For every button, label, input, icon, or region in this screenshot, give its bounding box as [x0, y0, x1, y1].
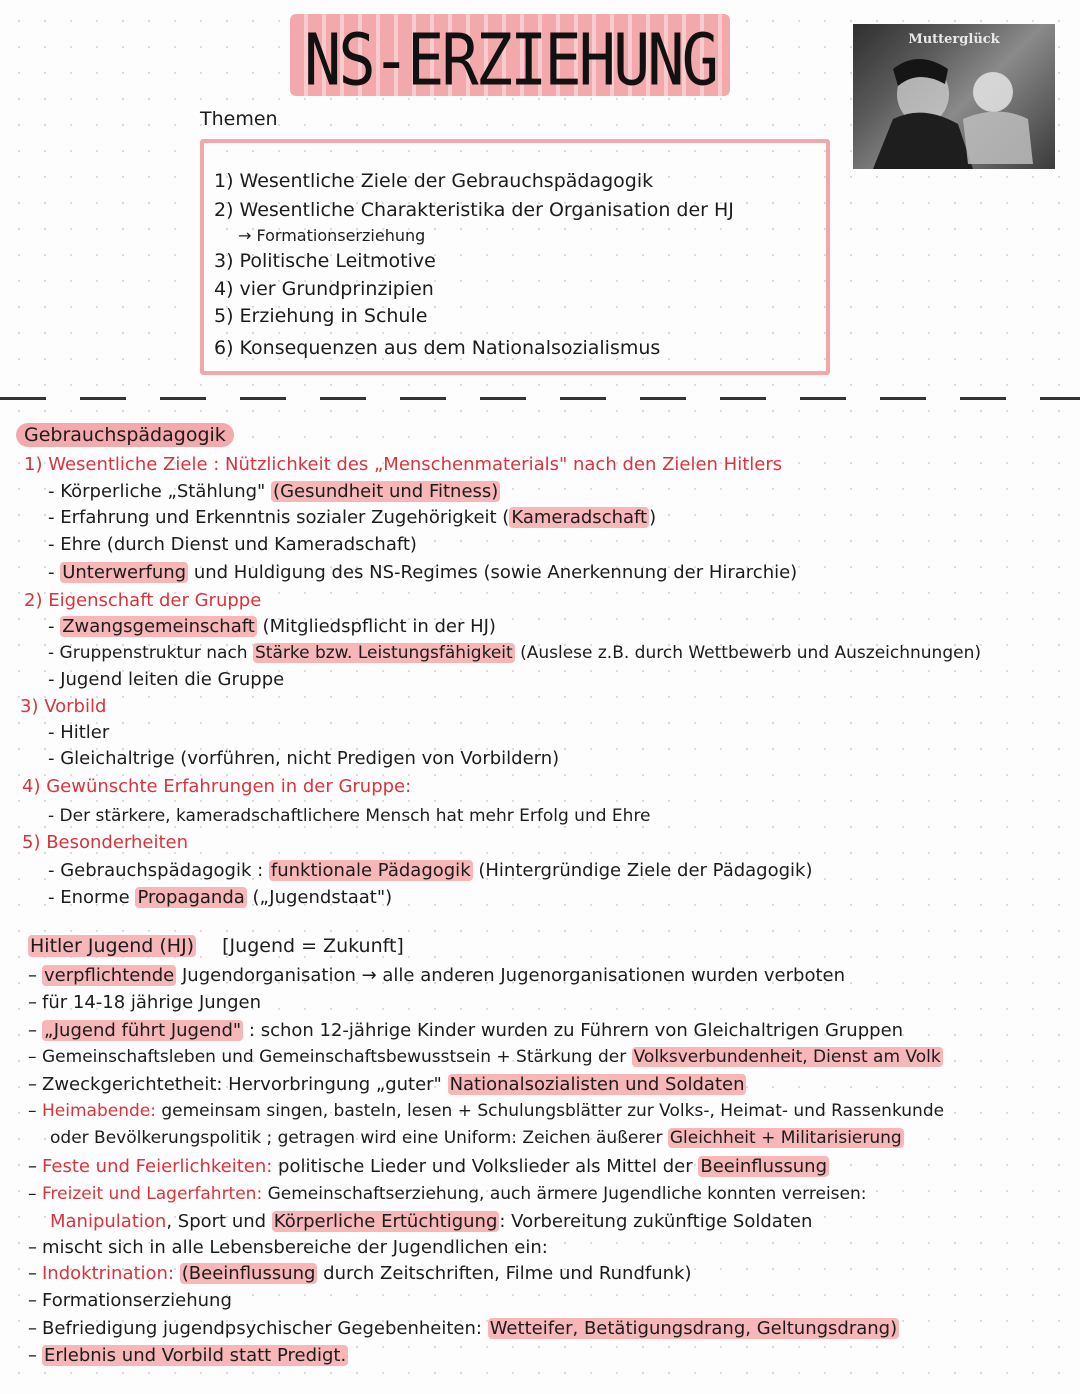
mother-child-illustration [853, 24, 1055, 169]
besonderheiten-heading: 5) Besonderheiten [22, 832, 189, 853]
topic-2-sub: → Formationserziehung [238, 226, 426, 245]
topic-2: 2) Wesentliche Charakteristika der Organisation der HJ [214, 199, 734, 221]
topic-5: 5) Erziehung in Schule [214, 305, 428, 327]
gruppe-item-2: - Gruppenstruktur nach Stärke bzw. Leistungsfähigkeit (Auslese z.B. durch Wettbewerb und Auszeichnungen) [48, 643, 981, 663]
ziele-item-2: - Erfahrung und Erkenntnis sozialer Zugehörigkeit ( Kameradschaft ) [48, 507, 657, 528]
hj-line-5: – Zweckgerichtetheit: Hervorbringung „guter" Nationalsozialisten und Soldaten [28, 1074, 745, 1095]
page-title: NS-ERZIEHUNG [304, 18, 716, 102]
ziele-line: 1) Wesentliche Ziele : Nützlichkeit des „Menschenmaterials" nach den Zielen Hitlers [24, 454, 783, 475]
besonderheiten-item-2: - Enorme Propaganda („Jugendstaat") [48, 887, 393, 908]
themen-label: Themen [200, 108, 278, 130]
gruppe-item-3: - Jugend leiten die Gruppe [48, 669, 285, 690]
hj-line-6b: oder Bevölkerungspolitik ; getragen wird eine Uniform: Zeichen äußerer Gleichheit + Militarisierung [50, 1128, 902, 1148]
ziele-item-4: - Unterwerfung und Huldigung des NS-Regimes (sowie Anerkennung der Hirarchie) [48, 562, 798, 583]
propaganda-photo [853, 24, 1055, 169]
vorbild-item-1: - Hitler [48, 722, 110, 743]
section-divider [0, 397, 1080, 400]
hj-line-10: – Indoktrination: (Beeinflussung durch Zeitschriften, Filme und Rundfunk) [28, 1263, 692, 1284]
hj-line-1: – verpflichtende Jugendorganisation → alle anderen Jugenorganisationen wurden verboten [28, 965, 846, 986]
gruppe-item-1: - Zwangsgemeinschaft (Mitgliedspflicht in der HJ) [48, 616, 496, 637]
hj-line-6: – Heimabende: gemeinsam singen, basteln, lesen + Schulungsblätter zur Volks-, Heimat- und Rassenkunde [28, 1101, 945, 1121]
hj-line-7: – Feste und Feierlichkeiten: politische Lieder und Volkslieder als Mittel der Beeinflussung [28, 1156, 827, 1177]
hj-line-11: – Formationserziehung [28, 1290, 232, 1311]
hj-line-3: – „Jugend führt Jugend" : schon 12-jährige Kinder wurden zu Führern von Gleichaltrigen Gruppen [28, 1020, 904, 1041]
vorbild-heading: 3) Vorbild [20, 696, 107, 717]
topic-1: 1) Wesentliche Ziele der Gebrauchspädagogik [214, 170, 654, 192]
erfahrungen-item-1: - Der stärkere, kameradschaftlichere Mensch hat mehr Erfolg und Ehre [48, 806, 651, 826]
hj-line-13: – Erlebnis und Vorbild statt Predigt. [28, 1345, 347, 1366]
vorbild-item-2: - Gleichaltrige (vorführen, nicht Predigen von Vorbildern) [48, 748, 560, 769]
hj-line-4: – Gemeinschaftsleben und Gemeinschaftsbewusstsein + Stärkung der Volksverbundenheit, Dienst am Volk [28, 1047, 941, 1067]
besonderheiten-item-1: - Gebrauchspädagogik : funktionale Pädagogik (Hintergründige Ziele der Pädagogik) [48, 860, 813, 881]
hj-line-8: – Freizeit und Lagerfahrten: Gemeinschaftserziehung, auch ärmere Jugendliche konnten verreisen: [28, 1184, 867, 1204]
hj-line-2: – für 14-18 jährige Jungen [28, 992, 261, 1013]
ziele-item-1: - Körperliche „Stählung" (Gesundheit und Fitness) [48, 481, 499, 502]
erfahrungen-heading: 4) Gewünschte Erfahrungen in der Gruppe: [22, 776, 412, 797]
topic-3: 3) Politische Leitmotive [214, 250, 436, 272]
hj-heading: Hitler Jugend (HJ) [Jugend = Zukunft] [30, 935, 404, 957]
gebrauch-heading: Gebrauchspädagogik [16, 424, 234, 446]
photo-caption: Mutterglück [908, 32, 1000, 47]
topic-6: 6) Konsequenzen aus dem Nationalsozialismus [214, 337, 661, 359]
ziele-item-3: - Ehre (durch Dienst und Kameradschaft) [48, 534, 417, 555]
hj-line-12: – Befriedigung jugendpsychischer Gegebenheiten: Wetteifer, Betätigungsdrang, Geltungsdrang) [28, 1318, 898, 1339]
hj-line-9: – mischt sich in alle Lebensbereiche der Jugendlichen ein: [28, 1237, 548, 1258]
hj-line-8b: Manipulation, Sport und Körperliche Ertüchtigung : Vorbereitung zukünftige Soldaten [50, 1211, 813, 1232]
gruppe-heading: 2) Eigenschaft der Gruppe [24, 590, 262, 611]
topic-4: 4) vier Grundprinzipien [214, 278, 434, 300]
